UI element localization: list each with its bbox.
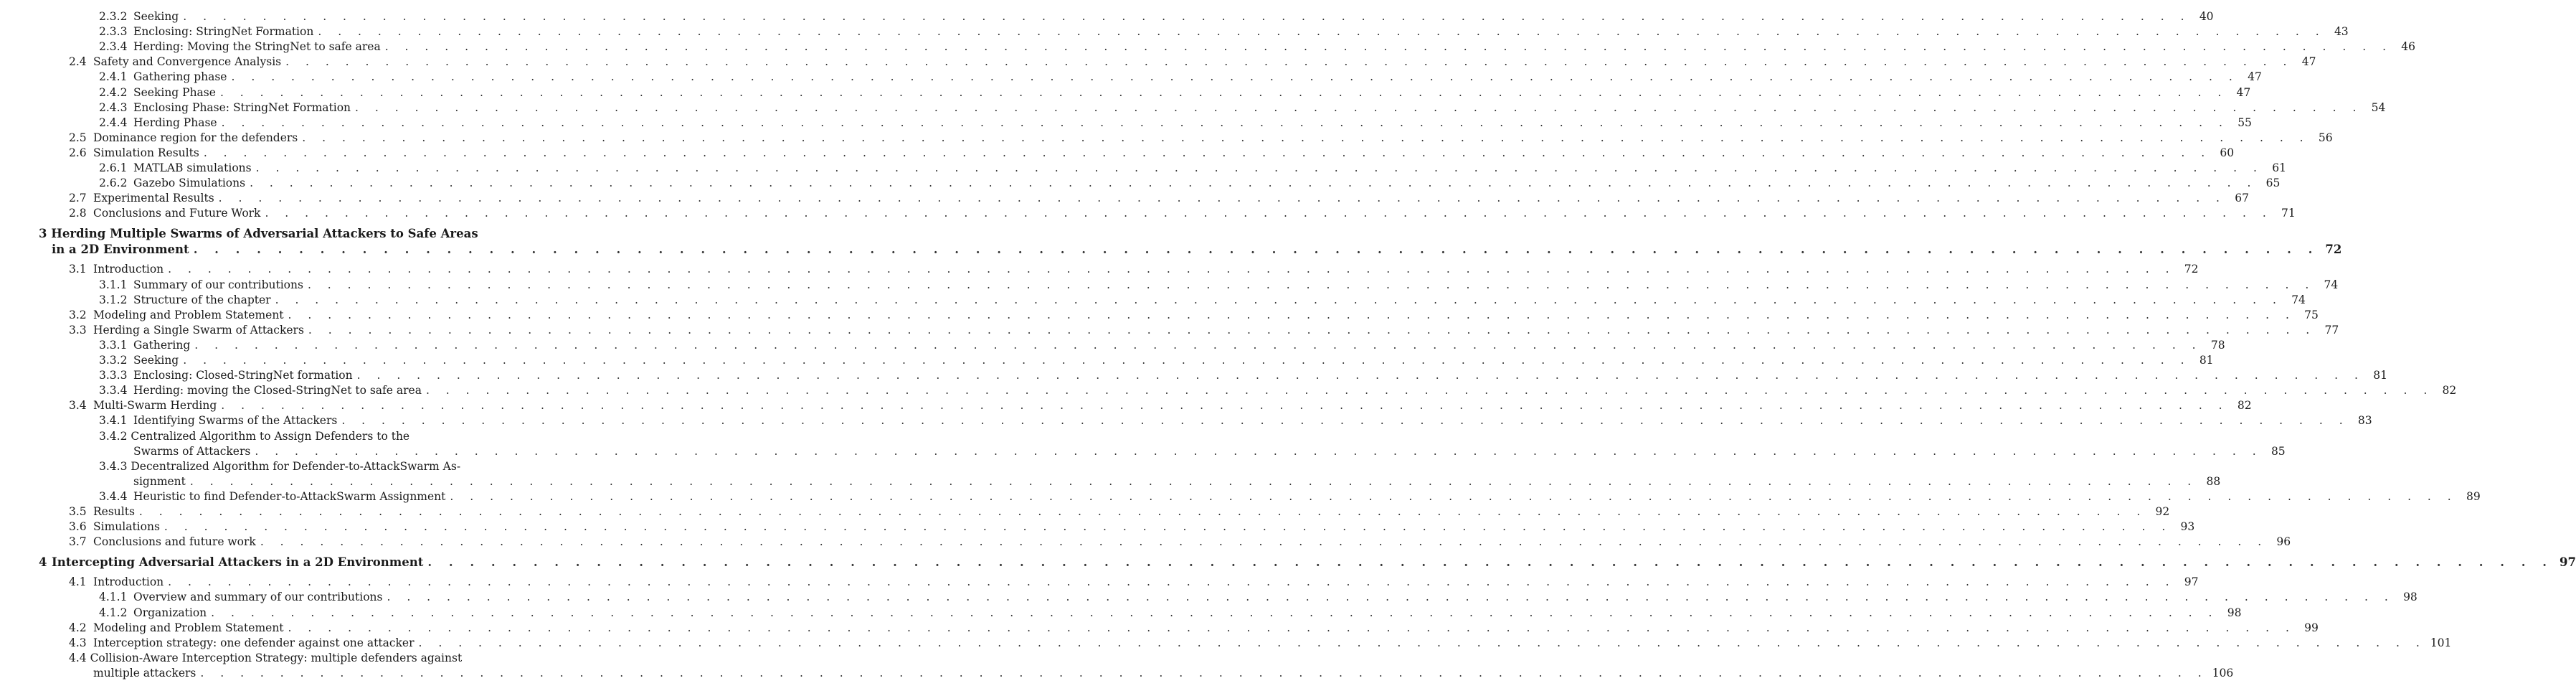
- toc-entry[interactable]: [69, 308, 2319, 323]
- toc-title: Experimental Results: [93, 192, 214, 205]
- toc-entry[interactable]: [69, 636, 2452, 651]
- leader-dots: [211, 606, 2218, 621]
- toc-page-number: 72: [2184, 263, 2199, 276]
- toc-page-number: 60: [2220, 146, 2235, 159]
- toc-title: Simulations: [93, 520, 160, 534]
- toc-number: 3.1.2: [99, 293, 128, 306]
- toc-title: Conclusions and future work: [93, 535, 256, 549]
- leader-dots: [355, 100, 2362, 116]
- toc-page-number: 83: [2357, 414, 2372, 428]
- toc-entry[interactable]: [99, 368, 2387, 383]
- toc-number: 2.4.1: [99, 70, 128, 84]
- toc-title: Seeking: [133, 354, 179, 367]
- leader-dots: [426, 383, 2433, 398]
- toc-number: 2.7: [69, 192, 87, 205]
- toc-page-number: 65: [2265, 177, 2281, 190]
- toc-page-number: 46: [2401, 40, 2416, 54]
- toc-entry[interactable]: [99, 116, 2252, 131]
- toc-title: Herding a Single Swarm of Attackers: [93, 323, 304, 337]
- toc-page-number: 47: [2301, 55, 2316, 69]
- toc-page-number: 77: [2324, 323, 2339, 337]
- leader-dots: [308, 323, 2316, 338]
- toc-number: 3.4.4: [99, 489, 128, 503]
- toc-page-number: 61: [2272, 161, 2286, 174]
- toc-entry[interactable]: [99, 278, 2339, 293]
- toc-entry[interactable]: [69, 206, 2296, 221]
- toc-title-line: 4.4 Collision-Aware Interception Strategy: multiple defenders against: [69, 651, 463, 664]
- toc-title: signment: [133, 474, 186, 488]
- leader-dots: [200, 666, 2207, 681]
- toc-title: Herding: Moving the StringNet to safe area: [133, 40, 381, 54]
- toc-page-number: 97: [2560, 555, 2576, 570]
- toc-entry[interactable]: [99, 39, 2416, 55]
- toc-chapter[interactable]: [39, 555, 2576, 570]
- leader-dots: [387, 590, 2394, 605]
- toc-page-number: 75: [2304, 308, 2319, 321]
- leader-dots: [318, 24, 2325, 39]
- leader-dots: [302, 131, 2309, 146]
- toc-number: 3.4.1: [99, 414, 128, 428]
- toc-entry[interactable]: [69, 519, 2195, 535]
- toc-title: Heuristic to find Defender-to-AttackSwarm Assignment: [133, 489, 446, 503]
- toc-title: Seeking: [133, 10, 179, 23]
- toc-page-number: 82: [2442, 384, 2457, 398]
- toc-entry[interactable]: [99, 24, 2349, 39]
- toc-entry[interactable]: [69, 191, 2249, 206]
- leader-dots: [194, 242, 2319, 257]
- toc-title: Conclusions and Future Work: [93, 207, 261, 220]
- toc-entry[interactable]: [69, 55, 2316, 70]
- toc-title: Structure of the chapter: [133, 293, 271, 306]
- leader-dots: [385, 39, 2392, 55]
- toc-number: 3.1.1: [99, 278, 128, 291]
- toc-title: Interception strategy: one defender against one attacker: [93, 636, 415, 649]
- toc-number: 3.1: [69, 263, 87, 276]
- toc-entry[interactable]: [69, 621, 2319, 636]
- toc-number: 4.1.1: [99, 591, 128, 604]
- toc-title: Seeking Phase: [133, 85, 216, 99]
- toc-title: MATLAB simulations: [133, 161, 252, 174]
- toc-page-number: 47: [2248, 70, 2262, 84]
- toc-page-number: 96: [2276, 535, 2291, 549]
- toc-number: 3.2: [69, 308, 87, 321]
- toc-number: 4.1: [69, 575, 87, 589]
- toc-title: Simulation Results: [93, 146, 199, 159]
- leader-dots: [168, 262, 2175, 277]
- leader-dots: [168, 575, 2175, 590]
- toc-entry[interactable]: [69, 262, 2199, 277]
- toc-page-number: 40: [2199, 10, 2214, 23]
- toc-page-number: 81: [2199, 354, 2214, 367]
- toc-entry[interactable]: [69, 398, 2252, 413]
- toc-title: Modeling and Problem Statement: [93, 308, 284, 321]
- toc-page-number: 98: [2227, 606, 2242, 619]
- toc-entry[interactable]: [99, 383, 2457, 398]
- leader-dots: [418, 636, 2425, 651]
- toc-number: 2.6: [69, 146, 87, 159]
- toc-title: Gathering phase: [133, 70, 227, 84]
- leader-dots: [164, 519, 2172, 535]
- leader-dots: [190, 474, 2197, 489]
- leader-dots: [427, 555, 2553, 570]
- toc-entry[interactable]: [69, 575, 2199, 590]
- leader-dots: [250, 176, 2257, 191]
- toc-number: 2.6.1: [99, 161, 128, 174]
- toc-entry[interactable]: [99, 606, 2242, 621]
- toc-entry[interactable]: [133, 474, 2221, 489]
- toc-page-number: 88: [2206, 474, 2221, 488]
- toc-page-number: 56: [2318, 131, 2333, 144]
- toc-entry[interactable]: [69, 146, 2235, 161]
- toc-title: Enclosing: Closed-StringNet formation: [133, 369, 353, 382]
- leader-dots: [308, 278, 2315, 293]
- leader-dots: [341, 413, 2349, 428]
- leader-dots: [285, 55, 2293, 70]
- toc-entry[interactable]: [93, 666, 2234, 681]
- toc-number: 2.3.4: [99, 40, 128, 54]
- leader-dots: [222, 116, 2229, 131]
- leader-dots: [450, 489, 2457, 504]
- toc-title: Summary of our contributions: [133, 278, 303, 291]
- toc-entry[interactable]: [69, 535, 2291, 550]
- toc-page-number: 97: [2184, 575, 2199, 589]
- toc-entry[interactable]: [99, 85, 2251, 100]
- leader-dots: [265, 206, 2272, 221]
- toc-entry[interactable]: [99, 338, 2225, 353]
- toc-title: Multi-Swarm Herding: [93, 399, 217, 413]
- toc-title: Gazebo Simulations: [133, 177, 246, 190]
- toc-title: Organization: [133, 606, 207, 619]
- toc-title: Enclosing: StringNet Formation: [133, 25, 314, 39]
- leader-dots: [139, 504, 2146, 519]
- toc-title: Gathering: [133, 338, 191, 352]
- toc-number: 3.3.2: [99, 354, 128, 367]
- toc-page-number: 43: [2334, 25, 2349, 39]
- leader-dots: [183, 353, 2190, 368]
- toc-number: 2.4.4: [99, 116, 128, 129]
- toc-number: 3.6: [69, 520, 87, 534]
- toc-number: 4.2: [69, 621, 87, 634]
- toc-number: 3.3.1: [99, 338, 128, 352]
- toc-entry[interactable]: [99, 100, 2386, 116]
- toc-number: 2.3.3: [99, 25, 128, 39]
- toc-entry[interactable]: [69, 504, 2170, 519]
- toc-page-number: 99: [2304, 621, 2319, 634]
- toc-page-number: 82: [2237, 399, 2252, 413]
- leader-dots: [357, 368, 2364, 383]
- leader-dots: [255, 444, 2262, 459]
- toc-title: in a 2D Environment: [52, 243, 189, 257]
- toc-page-number: 47: [2236, 85, 2251, 99]
- toc-number: 3.4: [69, 399, 87, 413]
- leader-dots: [183, 9, 2190, 24]
- toc-entry[interactable]: [99, 413, 2372, 428]
- leader-dots: [219, 191, 2226, 206]
- toc-number: 2.3.2: [99, 10, 128, 23]
- toc-title: Intercepting Adversarial Attackers in a 2D Environment: [52, 555, 424, 570]
- toc-page-number: 89: [2466, 489, 2481, 503]
- toc-page-number: 101: [2430, 636, 2452, 649]
- toc-title: Enclosing Phase: StringNet Formation: [133, 100, 351, 114]
- toc-title: Swarms of Attackers: [133, 444, 251, 458]
- toc-entry[interactable]: [99, 161, 2286, 176]
- leader-dots: [220, 85, 2227, 100]
- toc-number: 2.4: [69, 55, 87, 69]
- toc-page-number: 55: [2238, 116, 2252, 129]
- leader-dots: [288, 308, 2296, 323]
- leader-dots: [204, 146, 2211, 161]
- toc-title: Introduction: [93, 575, 164, 589]
- toc-number: 3.3.3: [99, 369, 128, 382]
- toc-number: 2.4.3: [99, 100, 128, 114]
- toc-title: Herding: moving the Closed-StringNet to safe area: [133, 384, 422, 398]
- toc-entry[interactable]: [99, 489, 2481, 504]
- toc-number: 3.7: [69, 535, 87, 549]
- toc-title: multiple attackers: [93, 666, 196, 679]
- leader-dots: [194, 338, 2202, 353]
- toc-title: Modeling and Problem Statement: [93, 621, 284, 634]
- leader-dots: [288, 621, 2296, 636]
- toc-title: Overview and summary of our contributions: [133, 591, 383, 604]
- toc-chapter[interactable]: [52, 242, 2342, 257]
- toc-entry[interactable]: [99, 590, 2418, 605]
- toc-page-number: 74: [2324, 278, 2339, 291]
- toc-number: 2.4.2: [99, 85, 128, 99]
- toc-page-number: 92: [2155, 505, 2170, 518]
- leader-dots: [231, 70, 2238, 85]
- toc-title-line: 3.4.3 Decentralized Algorithm for Defender-to-AttackSwarm As-: [99, 459, 461, 473]
- toc-page-number: 81: [2373, 369, 2387, 382]
- toc-page-number: 78: [2210, 338, 2225, 352]
- toc-page-number: 85: [2270, 444, 2286, 458]
- toc-number: 3.3: [69, 323, 87, 337]
- toc-page-number: 98: [2403, 591, 2418, 604]
- toc-number: 4.3: [69, 636, 87, 649]
- toc-number: 3.3.4: [99, 384, 128, 398]
- toc-title: Introduction: [93, 263, 164, 276]
- toc-page-number: 67: [2235, 192, 2249, 205]
- toc-page-number: 93: [2180, 520, 2195, 534]
- toc-page-number: 54: [2371, 100, 2386, 114]
- toc-page-number: 71: [2281, 207, 2296, 220]
- toc-number: 2.5: [69, 131, 87, 144]
- toc-number: 3.5: [69, 505, 87, 518]
- toc-entry[interactable]: [99, 70, 2262, 85]
- toc-page-number: 72: [2325, 243, 2342, 257]
- toc-page-number: 74: [2291, 293, 2306, 306]
- toc-title: Herding Phase: [133, 116, 217, 129]
- toc-entry[interactable]: [99, 9, 2214, 24]
- toc-title-line: 3 Herding Multiple Swarms of Adversarial Attackers to Safe Areas: [39, 227, 478, 241]
- leader-dots: [221, 398, 2228, 413]
- toc-page-number: 106: [2212, 666, 2234, 679]
- leader-dots: [275, 293, 2283, 308]
- toc-entry[interactable]: [69, 323, 2339, 338]
- toc-title-line: 3.4.2 Centralized Algorithm to Assign Defenders to the: [99, 429, 410, 443]
- toc-number: 4: [39, 555, 47, 570]
- leader-dots: [260, 535, 2268, 550]
- toc-entry[interactable]: [99, 293, 2306, 308]
- toc-entry[interactable]: [133, 444, 2286, 459]
- toc-number: 2.8: [69, 207, 87, 220]
- toc-entry[interactable]: [99, 353, 2214, 368]
- toc-title: Results: [93, 505, 135, 518]
- toc-title: Dominance region for the defenders: [93, 131, 298, 144]
- leader-dots: [256, 161, 2263, 176]
- toc-entry[interactable]: [99, 176, 2281, 191]
- toc-entry[interactable]: [69, 131, 2333, 146]
- toc-number: 4.1.2: [99, 606, 128, 619]
- toc-title: Safety and Convergence Analysis: [93, 55, 282, 69]
- toc-title: Identifying Swarms of the Attackers: [133, 414, 338, 428]
- toc-number: 2.6.2: [99, 177, 128, 190]
